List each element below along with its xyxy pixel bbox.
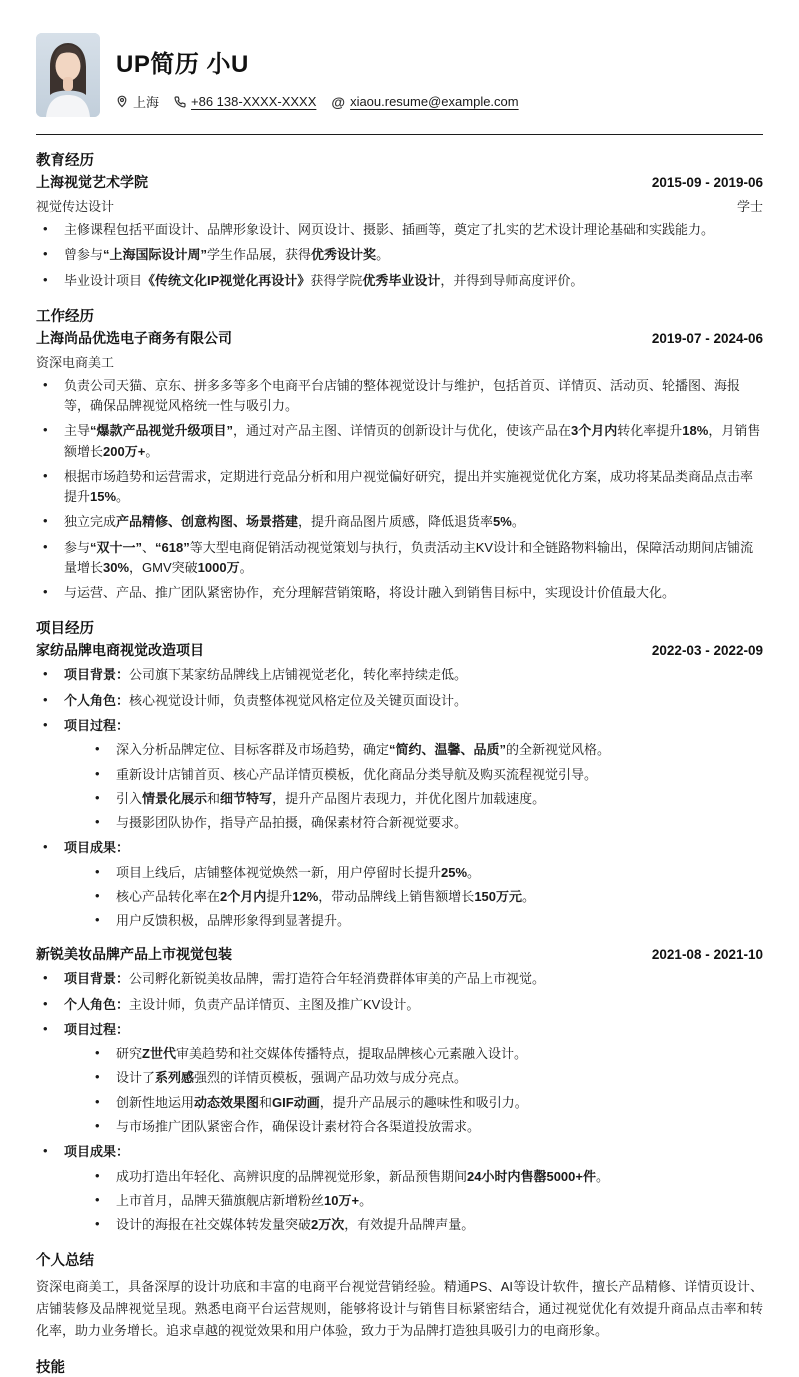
bullet-icon: • xyxy=(43,716,48,732)
bullet-icon: • xyxy=(43,1020,48,1036)
email-link[interactable]: xiaou.resume@example.com xyxy=(350,94,519,109)
bullet-item xyxy=(36,716,763,833)
bullet-icon: • xyxy=(95,1191,100,1207)
sub-bullet-item xyxy=(88,911,763,931)
sub-bullet-item xyxy=(88,1093,763,1113)
sub-bullet-list xyxy=(88,1044,763,1137)
sub-bullet-item xyxy=(88,789,763,809)
bullet-icon: • xyxy=(95,1117,100,1133)
bullet-text: 项目成果： xyxy=(64,1144,130,1160)
sub-bullet-item xyxy=(88,1044,763,1064)
bullet-item xyxy=(36,665,763,685)
section-heading: 工作经历 xyxy=(36,308,94,325)
bullet-icon: • xyxy=(95,741,100,757)
bullet-item xyxy=(36,1020,763,1137)
contact-phone xyxy=(174,94,316,109)
summary-paragraph: 资深电商美工，具备深厚的设计功底和丰富的电商平台视觉营销经验。精通PS、AI等设计软件，擅长产品精修、详情页设计、店铺装修及品牌视觉呈现。熟悉电商平台运营规则，能够将设计与销售目标紧密结合，通过视觉优化有效提升商品点击率和转化率，助力业务增长。追求卓越的视觉效果和用户体验，致力于为品牌打造独具吸引力的电商形象。 xyxy=(36,1279,763,1338)
resume-header xyxy=(36,33,763,117)
bullet-text: 负责公司天猫、京东、拼多多等多个电商平台店铺的整体视觉设计与维护，包括首页、详情页、活动页、轮播图、海报等，确保品牌视觉风格统一性与吸引力。 xyxy=(64,377,741,414)
section-heading: 个人总结 xyxy=(36,1253,94,1270)
bullet-item xyxy=(36,1142,763,1235)
bullet-text: 设计了系列感强烈的详情页模板，强调产品功效与成分亮点。 xyxy=(116,1070,468,1086)
bullet-text: 项目过程： xyxy=(64,717,130,733)
entry-date: 2021-08 - 2021-10 xyxy=(651,947,763,963)
contact-email xyxy=(331,94,518,109)
bullet-list xyxy=(36,376,763,604)
entry xyxy=(36,172,763,291)
sub-bullet-item xyxy=(88,1215,763,1235)
bullet-icon: • xyxy=(43,1143,48,1159)
bullet-text: 项目背景：公司孵化新锐美妆品牌，需打造符合年轻消费群体审美的产品上市视觉。 xyxy=(64,971,546,987)
section-heading: 教育经历 xyxy=(36,153,94,169)
sub-bullet-item xyxy=(88,887,763,907)
bullet-icon: • xyxy=(43,970,48,986)
bullet-item xyxy=(36,583,763,603)
bullet-text: 用户反馈积极，品牌形象得到显著提升。 xyxy=(116,913,351,929)
profile-photo xyxy=(36,33,100,117)
bullet-item xyxy=(36,467,763,508)
phone-link[interactable]: +86 138-XXXX-XXXX xyxy=(191,94,317,109)
bullet-icon: • xyxy=(43,691,48,707)
bullet-icon: • xyxy=(95,912,100,928)
bullet-text: 上市首月，品牌天猫旗舰店新增粉丝10万+。 xyxy=(116,1192,373,1208)
bullet-text: 创新性地运用动态效果图和GIF动画，提升产品展示的趣味性和吸引力。 xyxy=(116,1094,528,1110)
sub-bullet-item xyxy=(88,1167,763,1187)
bullet-list xyxy=(36,665,763,931)
bullet-text: 独立完成产品精修、创意构图、场景搭建，提升商品图片质感，降低退货率5%。 xyxy=(64,514,525,530)
resume-body xyxy=(36,149,763,1377)
at-icon: @ xyxy=(331,93,346,110)
bullet-item xyxy=(36,245,763,265)
location-text: 上海 xyxy=(133,95,160,110)
contact-row xyxy=(116,92,519,111)
bullet-icon: • xyxy=(95,765,100,781)
bullet-text: 项目背景：公司旗下某家纺品牌线上店铺视觉老化，转化率持续走低。 xyxy=(64,667,468,683)
sub-bullet-item xyxy=(88,1191,763,1211)
sub-bullet-list xyxy=(88,863,763,932)
entry-header xyxy=(36,944,763,964)
contact-location xyxy=(116,92,159,111)
location-pin-icon xyxy=(116,95,128,108)
bullet-text: 毕业设计项目《传统文化IP视觉化再设计》获得学院优秀毕业设计，并得到导师高度评价。 xyxy=(64,272,584,288)
candidate-name: UP简历 小U xyxy=(116,51,249,78)
bullet-text: 根据市场趋势和运营需求，定期进行竞品分析和用户视觉偏好研究，提出并实施视觉优化方案，成功将某品类商品点击率提升15%。 xyxy=(64,468,754,505)
sub-bullet-item xyxy=(88,863,763,883)
profile-photo-image xyxy=(36,33,100,117)
sub-bullet-item xyxy=(88,765,763,785)
bullet-icon: • xyxy=(43,513,48,529)
bullet-icon: • xyxy=(43,538,48,554)
bullet-item xyxy=(36,271,763,291)
bullet-item xyxy=(36,538,763,579)
entry-date: 2022-03 - 2022-09 xyxy=(651,643,763,659)
bullet-text: 参与“双十一”、“618”等大型电商促销活动视觉策划与执行，负责活动主KV设计和全链路物料输出，保障活动期间店铺流量增长30%，GMV突破1000万。 xyxy=(64,539,754,575)
bullet-item xyxy=(36,995,763,1015)
entry-title: 上海视觉艺术学院 xyxy=(36,174,148,190)
bullet-icon: • xyxy=(43,666,48,682)
header-divider xyxy=(36,134,763,135)
bullet-icon: • xyxy=(43,467,48,483)
section-heading: 项目经历 xyxy=(36,621,94,638)
section-work xyxy=(36,305,763,604)
sub-bullet-item xyxy=(88,1068,763,1088)
bullet-icon: • xyxy=(95,887,100,903)
bullet-text: 个人角色：核心视觉设计师，负责整体视觉风格定位及关键页面设计。 xyxy=(64,692,468,708)
bullet-text: 主修课程包括平面设计、品牌形象设计、网页设计、摄影、插画等，奠定了扎实的艺术设计理论基础和实践能力。 xyxy=(64,222,715,237)
sub-bullet-item xyxy=(88,1117,763,1137)
section-summary xyxy=(36,1249,763,1341)
bullet-icon: • xyxy=(95,1167,100,1183)
bullet-icon: • xyxy=(43,376,48,392)
bullet-text: 重新设计店铺首页、核心产品详情页模板，优化商品分类导航及购买流程视觉引导。 xyxy=(116,766,598,782)
phone-icon xyxy=(174,96,186,108)
bullet-text: 核心产品转化率在2个月内提升12%，带动品牌线上销售额增长150万元。 xyxy=(116,888,536,904)
bullet-list xyxy=(36,969,763,1235)
bullet-item xyxy=(36,969,763,989)
entry-title: 新锐美妆品牌产品上市视觉包装 xyxy=(36,946,232,963)
entry-subtitle: 资深电商美工 xyxy=(36,354,115,370)
bullet-text: 与摄影团队协作，指导产品拍摄，确保素材符合新视觉要求。 xyxy=(116,815,468,831)
bullet-text: 项目上线后，店铺整体视觉焕然一新，用户停留时长提升25%。 xyxy=(116,864,481,880)
bullet-text: 个人角色：主设计师，负责产品详情页、主图及推广KV设计。 xyxy=(64,996,420,1012)
bullet-icon: • xyxy=(95,863,100,879)
bullet-text: 与运营、产品、推广团队紧密协作，充分理解营销策略，将设计融入到销售目标中，实现设计价值最大化。 xyxy=(64,585,676,601)
bullet-item xyxy=(36,691,763,711)
section-skills xyxy=(36,1356,763,1377)
bullet-text: 项目成果： xyxy=(64,840,130,856)
bullet-icon: • xyxy=(95,1093,100,1109)
entry-title: 上海尚品优选电子商务有限公司 xyxy=(36,329,232,346)
section-projects xyxy=(36,617,763,1235)
bullet-item xyxy=(36,220,763,240)
bullet-icon: • xyxy=(43,271,48,287)
sub-bullet-item xyxy=(88,813,763,833)
bullet-icon: • xyxy=(95,814,100,830)
entry-subtitle: 视觉传达设计 xyxy=(36,199,115,214)
bullet-text: 曾参与“上海国际设计周”学生作品展，获得优秀设计奖。 xyxy=(64,247,390,263)
entry xyxy=(36,640,763,931)
entry-header xyxy=(36,640,763,660)
bullet-text: 项目过程： xyxy=(64,1021,130,1037)
sub-bullet-list xyxy=(88,1167,763,1236)
entry-header xyxy=(36,172,763,192)
bullet-text: 主导“爆款产品视觉升级项目”，通过对产品主图、详情页的创新设计与优化，使该产品在3个月内转化率提升18%，月销售额增长200万+。 xyxy=(64,423,761,459)
bullet-item xyxy=(36,376,763,417)
bullet-item xyxy=(36,512,763,532)
bullet-text: 引入情景化展示和细节特写，提升产品图片表现力，并优化图片加载速度。 xyxy=(116,790,546,806)
bullet-icon: • xyxy=(95,789,100,805)
bullet-item xyxy=(36,421,763,462)
bullet-icon: • xyxy=(43,584,48,600)
bullet-icon: • xyxy=(43,221,48,236)
entry-title: 家纺品牌电商视觉改造项目 xyxy=(36,642,204,659)
sub-bullet-list xyxy=(88,740,763,833)
section-heading: 技能 xyxy=(36,1359,65,1376)
entry xyxy=(36,328,763,604)
bullet-list xyxy=(36,220,763,291)
bullet-icon: • xyxy=(95,1045,100,1061)
bullet-icon: • xyxy=(43,839,48,855)
entry-subtitle-row xyxy=(36,352,763,371)
bullet-icon: • xyxy=(43,422,48,438)
entry-subtitle-row xyxy=(36,196,763,215)
bullet-item xyxy=(36,838,763,931)
bullet-text: 设计的海报在社交媒体转发量突破2万次，有效提升品牌声量。 xyxy=(116,1217,475,1233)
bullet-text: 成功打造出年轻化、高辨识度的品牌视觉形象，新品预售期间24小时内售罄5000+件。 xyxy=(116,1168,610,1184)
bullet-text: 与市场推广团队紧密合作，确保设计素材符合各渠道投放需求。 xyxy=(116,1118,481,1134)
entry xyxy=(36,944,763,1235)
entry-header xyxy=(36,328,763,348)
header-info xyxy=(116,33,519,111)
entry-date: 2019-07 - 2024-06 xyxy=(651,330,763,346)
bullet-text: 深入分析品牌定位、目标客群及市场趋势，确定“简约、温馨、品质”的全新视觉风格。 xyxy=(116,742,611,758)
bullet-icon: • xyxy=(43,995,48,1011)
section-education xyxy=(36,149,763,291)
bullet-icon: • xyxy=(95,1216,100,1232)
sub-bullet-item xyxy=(88,740,763,760)
bullet-text: 研究Z世代审美趋势和社交媒体传播特点，提取品牌核心元素融入设计。 xyxy=(116,1046,527,1062)
entry-date: 2015-09 - 2019-06 xyxy=(651,175,763,190)
entry-subtitle-right: 学士 xyxy=(736,199,763,214)
bullet-icon: • xyxy=(95,1069,100,1085)
bullet-icon: • xyxy=(43,246,48,262)
